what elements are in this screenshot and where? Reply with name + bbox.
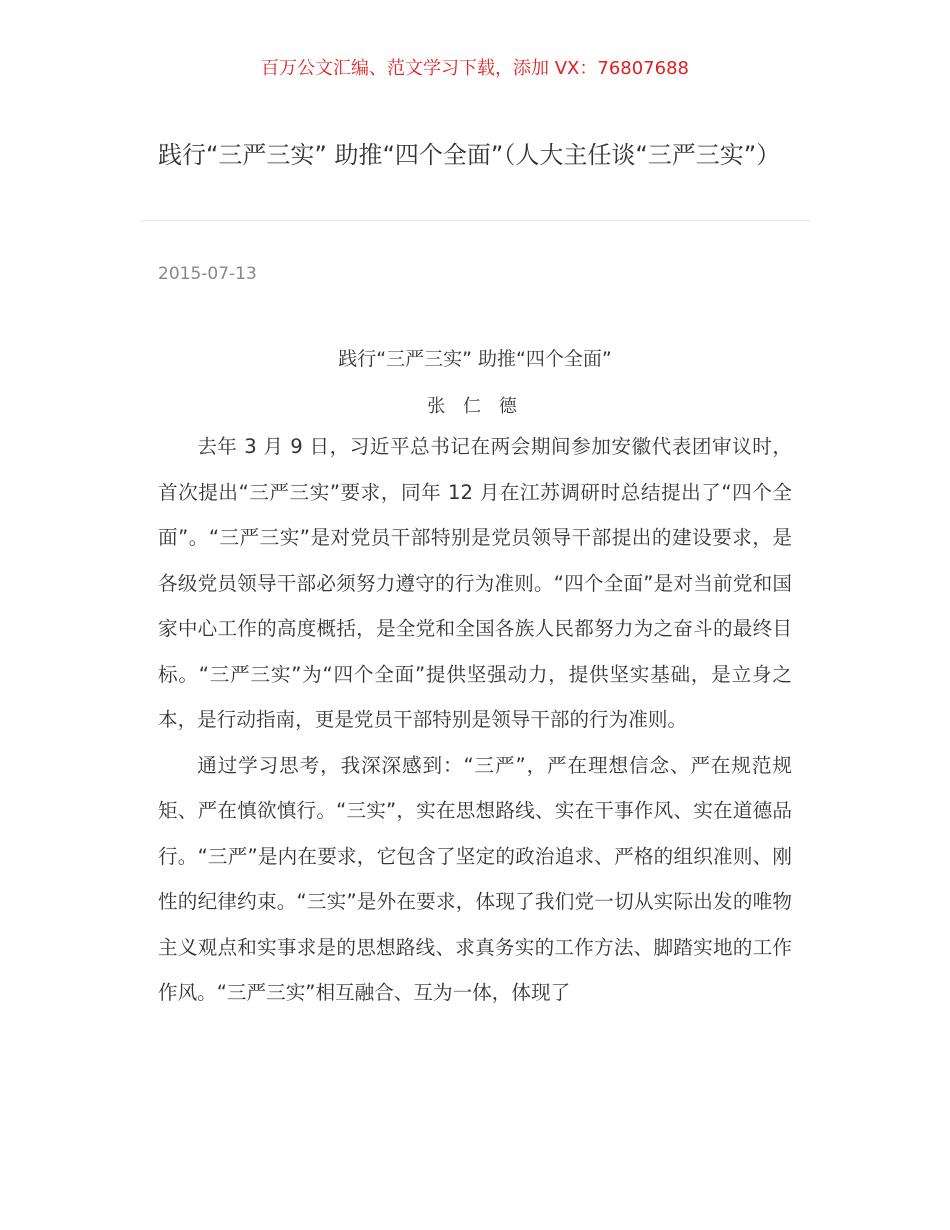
article-author: 张 仁 德 [427,396,523,417]
title-divider [140,220,810,221]
article-body [158,344,792,1016]
paragraph-1: 去年 3 月 9 日，习近平总书记在两会期间参加安徽代表团审议时，首次提出“三严三实”要求，同年 12 月在江苏调研时总结提出了“四个全面”。“三严三实”是对党员干部特别是党员领导干部提出的建设要求，是各级党员领导干部必须努力遵守的行为准则。“四个全面”是对当前党和国家中心工作的高度概括，是全党和全国各族人民都努力为之奋斗的最终目标。“三严三实”为“四个全面”提供坚强动力，提供坚实基础，是立身之本，是行动指南，更是党员干部特别是领导干部的行为准则。 [158,435,792,731]
article-title: 践行“三严三实” 助推“四个全面”（人大主任谈“三严三实”） [158,141,781,169]
article-subtitle: 践行“三严三实” 助推“四个全面” [338,348,612,370]
paragraph-2: 通过学习思考，我深深感到：“三严”，严在理想信念、严在规范规矩、严在慎欲慎行。“三实”，实在思想路线、实在干事作风、实在道德品行。“三严”是内在要求，它包含了坚定的政治追求、严格的组织准则、刚性的纪律约束。“三实”是外在要求，体现了我们党一切从实际出发的唯物主义观点和实事求是的思想路线、求真务实的工作方法、脚踏实地的工作作风。“三严三实”相互融合、互为一体，体现了 [158,753,792,1004]
promo-banner: 百万公文汇编、范文学习下载，添加 VX：76807688 [261,58,689,79]
publish-date: 2015-07-13 [158,264,257,284]
